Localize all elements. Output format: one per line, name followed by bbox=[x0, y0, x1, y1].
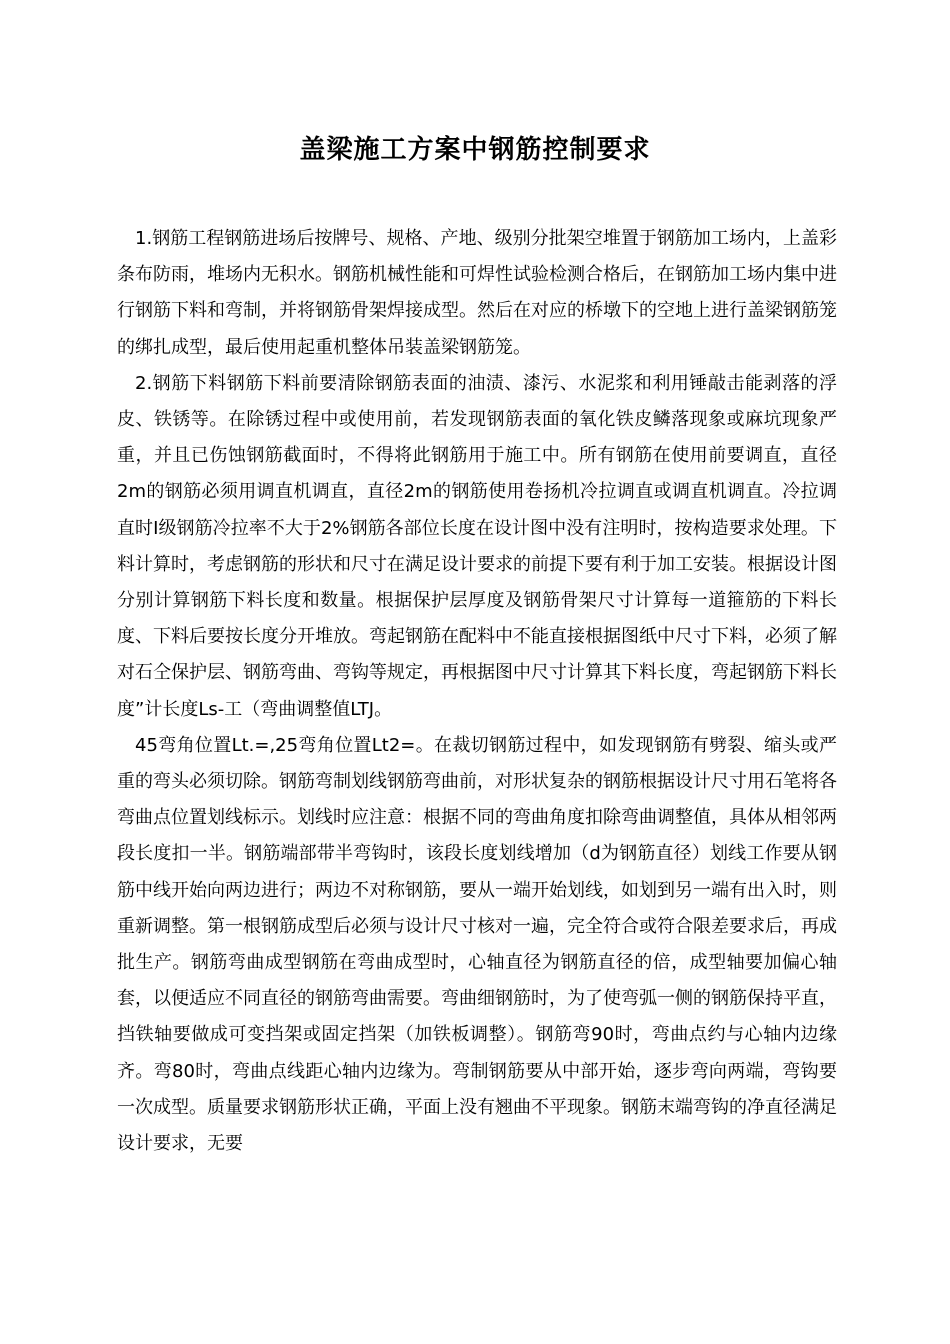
document-title: 盖梁施工方案中钢筋控制要求 bbox=[299, 135, 651, 165]
paragraph-2: 2.钢筋下料钢筋下料前要清除钢筋表面的油渍、漆污、水泥浆和利用锤敲击能剥落的浮皮、铁锈等。在除锈过程中或使用前，若发现钢筋表面的氧化铁皮鳞落现象或麻坑现象严重，并且已伤蚀钢筋截面时，不得将此钢筋用于施工中。所有钢筋在使用前要调直，直径2m的钢筋必须用调直机调直，直径2m的钢筋使用卷扬机冷拉调直或调直机调直。冷拉调直时Ⅰ级钢筋冷拉率不大于2%钢筋各部位长度在设计图中没有注明时，按构造要求处理。下料计算时，考虑钢筋的形状和尺寸在满足设计要求的前提下要有利于加工安装。根据设计图分别计算钢筋下料长度和数量。根据保护层厚度及钢筋骨架尺寸计算每一道箍筋的下料长度、下料后要按长度分开堆放。弯起钢筋在配料中不能直接根据图纸中尺寸下料，必须了解对石仝保护层、钢筋弯曲、弯钩等规定，再根据图中尺寸计算其下料长度，弯起钢筋下料长度”计长度Ls-工（弯曲调整值LTJ。 bbox=[117, 372, 837, 720]
paragraph-1: 1.钢筋工程钢筋进场后按牌号、规格、产地、级别分批架空堆置于钢筋加工场内，上盖彩条布防雨，堆场内无积水。钢筋机械性能和可焊性试验检测合格后，在钢筋加工场内集中进行钢筋下料和弯制，并将钢筋骨架焊接成型。然后在对应的桥墩下的空地上进行盖梁钢筋笼的绑扎成型，最后使用起重机整体吊装盖梁钢筋笼。 bbox=[117, 228, 837, 358]
document-body bbox=[117, 221, 837, 1162]
paragraph-3: 45弯角位置Lt.=,25弯角位置Lt2=。在裁切钢筋过程中，如发现钢筋有劈裂、缩头或严重的弯头必须切除。钢筋弯制划线钢筋弯曲前，对形状复杂的钢筋根据设计尺寸用石笔将各弯曲点位置划线标示。划线时应注意：根据不同的弯曲角度扣除弯曲调整值，具体从相邻两段长度扣一半。钢筋端部带半弯钩时，该段长度划线增加（d为钢筋直径）划线工作要从钢筋中线开始向两边进行；两边不对称钢筋，要从一端开始划线，如划到另一端有出入时，则重新调整。第一根钢筋成型后必须与设计尺寸核对一遍，完全符合或符合限差要求后，再成批生产。钢筋弯曲成型钢筋在弯曲成型时，心轴直径为钢筋直径的倍，成型轴要加偏心轴套，以便适应不同直径的钢筋弯曲需要。弯曲细钢筋时，为了使弯弧一侧的钢筋保持平直，挡铁轴要做成可变挡架或固定挡架（加铁板调整）。钢筋弯90时，弯曲点约与心轴内边缘齐。弯80时，弯曲点线距心轴内边缘为。弯制钢筋要从中部开始，逐步弯向两端，弯钩要一次成型。质量要求钢筋形状正确，平面上没有翘曲不平现象。钢筋末端弯钩的净直径满足设计要求，无要 bbox=[117, 734, 837, 1155]
